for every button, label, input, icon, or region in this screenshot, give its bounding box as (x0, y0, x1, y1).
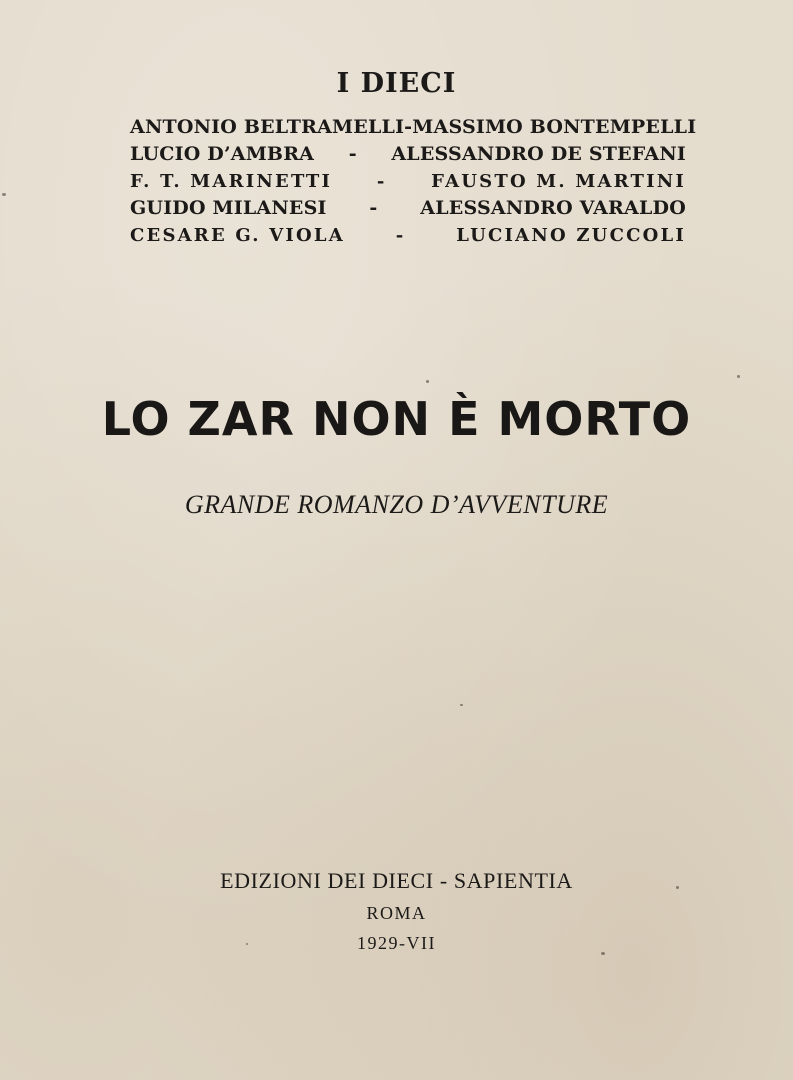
author-name: FAUSTO M. MARTINI (431, 171, 686, 192)
publisher-name: EDIZIONI DEI DIECI - SAPIENTIA (220, 868, 573, 893)
author-separator: - (348, 143, 357, 165)
author-separator: - (404, 116, 413, 138)
author-separator: - (376, 171, 387, 192)
book-title: LO ZAR NON È MORTO (101, 392, 692, 446)
paper-speck (737, 375, 740, 378)
publication-city: ROMA (366, 903, 427, 923)
paper-speck (601, 952, 605, 955)
author-line (130, 222, 686, 249)
author-name: MASSIMO BONTEMPELLI (412, 116, 697, 138)
paper-speck (2, 193, 6, 196)
author-separator: - (395, 225, 406, 246)
author-name: ALESSANDRO VARALDO (420, 197, 686, 219)
book-subtitle: GRANDE ROMANZO D’AVVENTURE (184, 490, 609, 519)
author-list (130, 114, 697, 249)
paper-speck (246, 943, 248, 945)
paper-speck (676, 886, 679, 889)
author-name: ALESSANDRO DE STEFANI (391, 143, 686, 165)
author-name: F. T. MARINETTI (130, 171, 333, 192)
author-name: LUCIANO ZUCCOLI (456, 225, 686, 246)
author-line (130, 168, 686, 195)
author-separator: - (369, 197, 378, 219)
author-line (130, 195, 686, 222)
paper-speck (460, 704, 463, 706)
group-title: I DIECI (336, 68, 457, 99)
author-name: LUCIO D’AMBRA (130, 143, 315, 165)
paper-speck (426, 380, 429, 383)
author-line (130, 114, 697, 141)
author-name: ANTONIO BELTRAMELLI (130, 116, 405, 138)
author-name: GUIDO MILANESI (130, 197, 327, 219)
publication-year: 1929-VII (357, 933, 436, 953)
author-name: CESARE G. VIOLA (130, 225, 345, 246)
author-line (130, 141, 686, 168)
